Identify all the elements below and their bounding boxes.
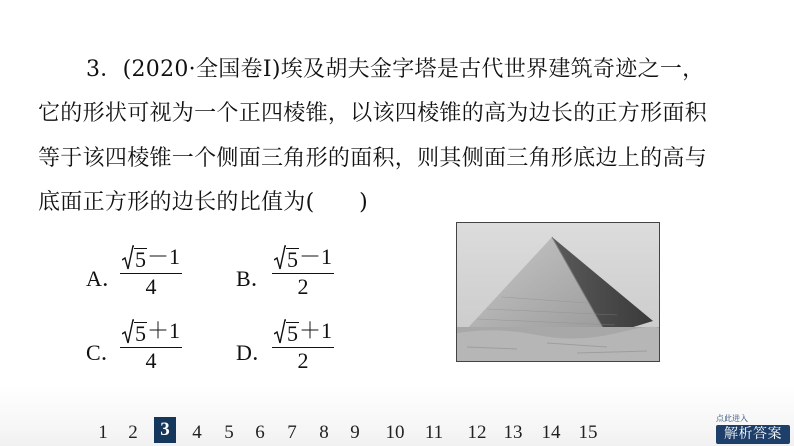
page-link-10[interactable]: 10	[385, 422, 405, 443]
page-link-7[interactable]: 7	[287, 422, 297, 443]
page-link-3-current[interactable]: 3	[154, 417, 176, 443]
page-link-14[interactable]: 14	[541, 422, 561, 443]
sqrt-symbol: 5	[274, 319, 299, 345]
question-line-2: 它的形状可视为一个正四棱锥，以该四棱锥的高为边长的正方形面积	[38, 101, 708, 126]
page-link-12[interactable]: 12	[467, 422, 487, 443]
choice-b-fraction[interactable]: 5 －1 2	[272, 240, 334, 299]
page-link-4[interactable]: 4	[192, 422, 202, 443]
question-line-1: 3．(2020·全国卷Ⅰ)埃及胡夫金字塔是古代世界建筑奇迹之一，	[86, 57, 705, 82]
question-line-3: 等于该四棱锥一个侧面三角形的面积，则其侧面三角形底边上的高与	[38, 146, 708, 171]
page-link-6[interactable]: 6	[255, 422, 265, 443]
page-link-8[interactable]: 8	[319, 422, 329, 443]
page-navigator	[0, 420, 794, 446]
choice-d-fraction[interactable]: 5 ＋1 2	[272, 314, 334, 373]
choice-a-fraction[interactable]: 5 －1 4	[120, 240, 182, 299]
answer-hint-text: 点此进入	[716, 414, 748, 423]
choice-c-letter[interactable]: C．	[86, 340, 123, 365]
sqrt-symbol: 5	[274, 245, 299, 271]
page-link-11[interactable]: 11	[424, 422, 444, 443]
page-link-9[interactable]: 9	[350, 422, 360, 443]
view-answer-button[interactable]	[716, 413, 790, 444]
page-link-5[interactable]: 5	[224, 422, 234, 443]
choice-d-letter[interactable]: D．	[236, 340, 274, 365]
pyramid-photo	[456, 222, 660, 362]
page-link-2[interactable]: 2	[128, 422, 138, 443]
choice-b-letter[interactable]: B．	[236, 266, 273, 291]
page-link-1[interactable]: 1	[98, 422, 108, 443]
page-link-15[interactable]: 15	[578, 422, 598, 443]
choice-a-letter[interactable]: A．	[86, 266, 124, 291]
choice-c-fraction[interactable]: 5 ＋1 4	[120, 314, 182, 373]
question-line-4: 底面正方形的边长的比值为( )	[38, 190, 368, 215]
page-link-13[interactable]: 13	[503, 422, 523, 443]
sqrt-symbol: 5	[122, 245, 147, 271]
answer-button-label: 解析答案	[716, 425, 790, 444]
sqrt-symbol: 5	[122, 319, 147, 345]
